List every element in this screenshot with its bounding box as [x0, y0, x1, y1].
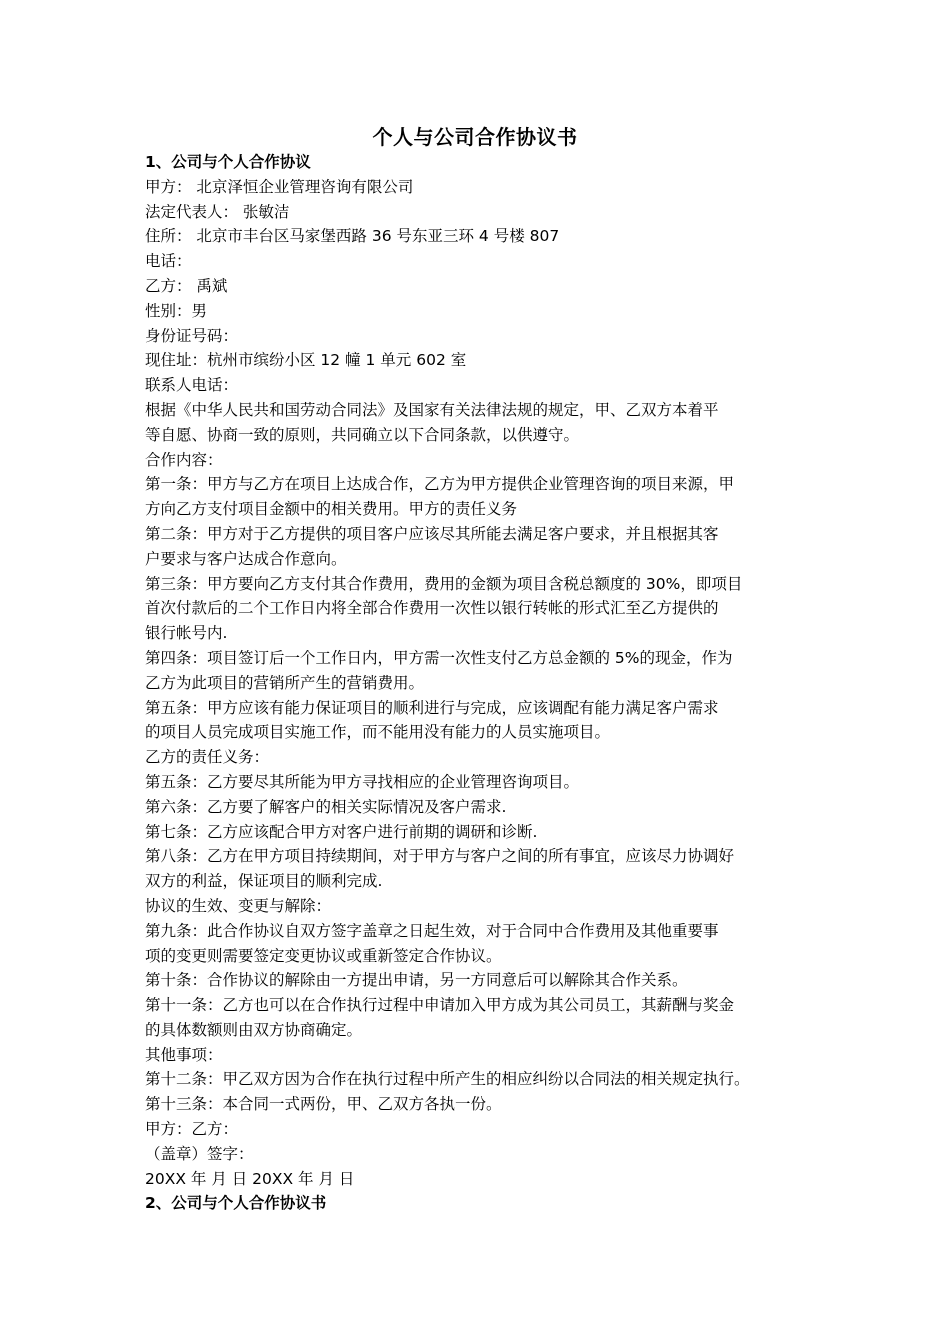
- text-line: 首次付款后的二个工作日内将全部合作费用一次性以银行转帐的形式汇至乙方提供的: [145, 599, 719, 618]
- text-line: 项的变更则需要签定变更协议或重新签定合作协议。: [145, 946, 502, 965]
- text-line: 第十一条：乙方也可以在合作执行过程中申请加入甲方成为其公司员工，其薪酬与奖金: [145, 996, 735, 1015]
- text-line: 住所： 北京市丰台区马家堡西路 36 号东亚三环 4 号楼 807: [145, 227, 560, 246]
- section-heading: 2、公司与个人合作协议书: [145, 1194, 327, 1213]
- text-line: 电话：: [145, 252, 192, 271]
- text-line: 乙方： 禹斌: [145, 276, 228, 295]
- text-line: 性别：男: [145, 301, 208, 320]
- text-line: 甲方：乙方：: [145, 1120, 239, 1139]
- text-line: 第十三条：本合同一式两份，甲、乙双方各执一份。: [145, 1095, 502, 1114]
- text-line: 联系人电话：: [145, 376, 239, 395]
- text-line: 方向乙方支付项目金额中的相关费用。甲方的责任义务: [145, 500, 518, 519]
- text-line: 协议的生效、变更与解除：: [145, 896, 332, 915]
- document-body: [145, 150, 825, 1216]
- text-line: 的项目人员完成项目实施工作，而不能用没有能力的人员实施项目。: [145, 723, 611, 742]
- text-line: 第一条：甲方与乙方在项目上达成合作，乙方为甲方提供企业管理咨询的项目来源，甲: [145, 475, 735, 494]
- text-line: 其他事项：: [145, 1045, 223, 1064]
- text-line: 双方的利益，保证项目的顺利完成.: [145, 872, 383, 891]
- text-line: 法定代表人： 张敏洁: [145, 202, 290, 221]
- text-line: 第四条：项目签订后一个工作日内，甲方需一次性支付乙方总金额的 5%的现金，作为: [145, 648, 733, 667]
- text-line: 第五条：乙方要尽其所能为甲方寻找相应的企业管理咨询项目。: [145, 772, 580, 791]
- text-line: 甲方： 北京泽恒企业管理咨询有限公司: [145, 177, 414, 196]
- text-line: 的具体数额则由双方协商确定。: [145, 1020, 363, 1039]
- text-line: 银行帐号内.: [145, 624, 228, 643]
- text-line: 第六条：乙方要了解客户的相关实际情况及客户需求.: [145, 797, 507, 816]
- text-line: 第九条：此合作协议自双方签字盖章之日起生效，对于合同中合作费用及其他重要事: [145, 921, 719, 940]
- text-line: 第二条：甲方对于乙方提供的项目客户应该尽其所能去满足客户要求，并且根据其客: [145, 524, 719, 543]
- text-line: 根据《中华人民共和国劳动合同法》及国家有关法律法规的规定，甲、乙双方本着平: [145, 400, 719, 419]
- text-line: 乙方的责任义务：: [145, 748, 270, 767]
- section-heading: 1、公司与个人合作协议: [145, 153, 311, 171]
- text-line: 第十二条：甲乙双方因为合作在执行过程中所产生的相应纠纷以合同法的相关规定执行。: [145, 1070, 750, 1089]
- text-line: 第三条：甲方要向乙方支付其合作费用，费用的金额为项目含税总额度的 30%，即项目: [145, 574, 743, 593]
- text-line: 乙方为此项目的营销所产生的营销费用。: [145, 673, 425, 692]
- text-line: 户要求与客户达成合作意向。: [145, 549, 347, 568]
- text-line: 第十条：合作协议的解除由一方提出申请，另一方同意后可以解除其合作关系。: [145, 971, 688, 990]
- text-line: 合作内容：: [145, 450, 223, 469]
- text-line: 20XX 年 月 日 20XX 年 月 日: [145, 1169, 355, 1188]
- text-line: （盖章）签字：: [145, 1144, 254, 1163]
- document-title: 个人与公司合作协议书: [372, 125, 578, 149]
- text-line: 第五条：甲方应该有能力保证项目的顺利进行与完成，应该调配有能力满足客户需求: [145, 698, 719, 717]
- text-line: 现住址：杭州市缤纷小区 12 幢 1 单元 602 室: [145, 351, 467, 370]
- text-line: 第七条：乙方应该配合甲方对客户进行前期的调研和诊断.: [145, 822, 538, 841]
- text-line: 等自愿、协商一致的原则，共同确立以下合同条款，以供遵守。: [145, 425, 580, 444]
- text-line: 身份证号码：: [145, 326, 239, 345]
- text-line: 第八条：乙方在甲方项目持续期间，对于甲方与客户之间的所有事宜，应该尽力协调好: [145, 847, 735, 866]
